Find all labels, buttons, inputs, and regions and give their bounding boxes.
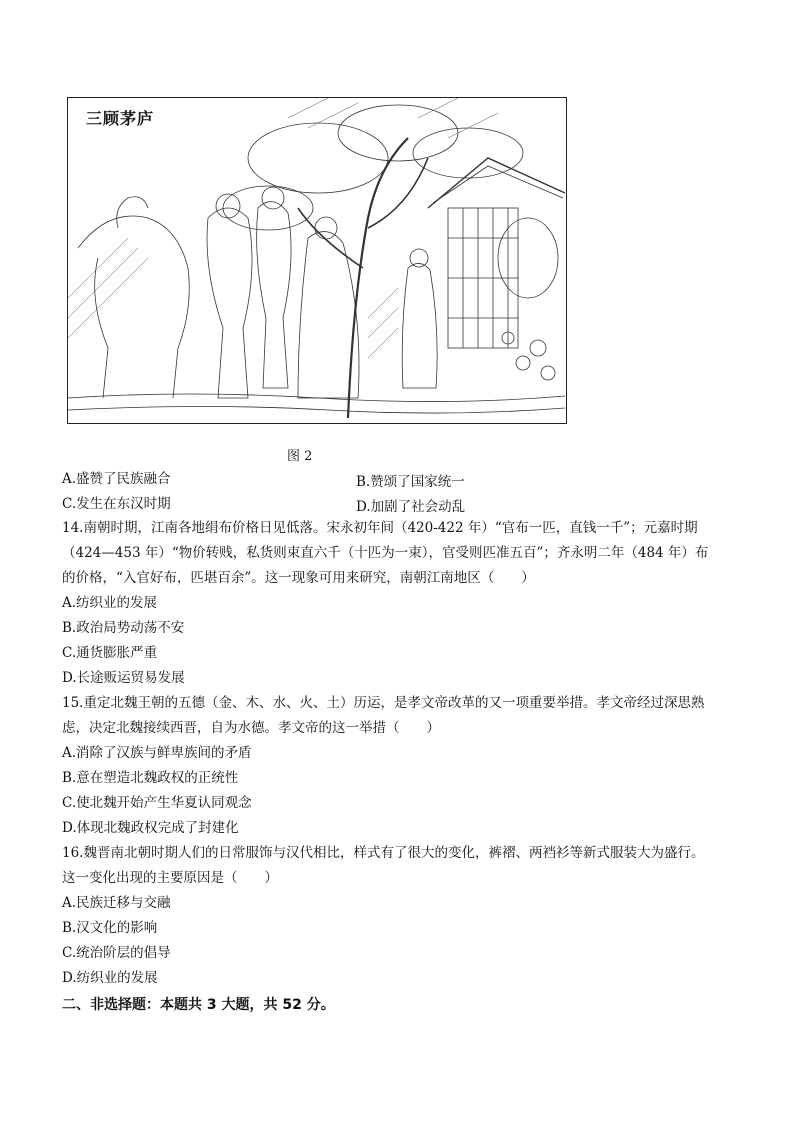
q14-option-b: B.政治局势动荡不安: [62, 620, 185, 636]
q14-option-d: D.长途贩运贸易发展: [62, 670, 185, 686]
q13-option-b: B.赞颂了国家统一: [356, 474, 465, 490]
q16-option-c: C.统治阶层的倡导: [62, 945, 171, 961]
q15-stem-line-2: 虑，决定北魏接续西晋，自为水德。孝文帝的这一举措（ ）: [62, 720, 440, 736]
q14-stem-line-3: 的价格，“入官好布，匹堪百余”。这一现象可用来研究，南朝江南地区（ ）: [62, 570, 535, 586]
q15-option-a: A.消除了汉族与鲜卑族间的矛盾: [62, 745, 252, 761]
q13-option-a: A.盛赞了民族融合: [62, 471, 171, 487]
q16-option-b: B.汉文化的影响: [62, 920, 158, 936]
illustration-drawing: [68, 98, 565, 422]
q15-option-b: B.意在塑造北魏政权的正统性: [62, 770, 239, 786]
q15-option-c: C.使北魏开始产生华夏认同观念: [62, 795, 252, 811]
q15-stem-line-1: 15.重定北魏王朝的五德（金、木、水、火、土）历运，是孝文帝改革的又一项重要举措。孝文帝经过深思熟: [62, 695, 705, 711]
q16-option-a: A.民族迁移与交融: [62, 895, 171, 911]
q14-stem-line-2: （424—453 年）“物价转贱，私货则束直六千（十匹为一束），官受则匹准五百”；齐永明二年（484 年）布: [62, 545, 709, 561]
illustration-figure: [67, 97, 567, 424]
q14-option-c: C.通货膨胀严重: [62, 645, 158, 661]
q16-stem-line-2: 这一变化出现的主要原因是（ ）: [62, 870, 278, 886]
figure-title: 三顾茅庐: [84, 106, 156, 129]
q15-option-d: D.体现北魏政权完成了封建化: [62, 820, 239, 836]
q14-stem-line-1: 14.南朝时期，江南各地绢布价格日见低落。宋永初年间（420-422 年）“官布一匹，直钱一千”；元嘉时期: [62, 520, 698, 536]
q13-option-d: D.加剧了社会动乱: [356, 499, 466, 515]
figure-caption: 图 2: [287, 449, 313, 464]
q16-option-d: D.纺织业的发展: [62, 970, 158, 986]
q14-option-a: A.纺织业的发展: [62, 595, 158, 611]
section-heading: 二、非选择题：本题共 3 大题，共 52 分。: [62, 997, 335, 1013]
q13-option-c: C.发生在东汉时期: [62, 496, 171, 512]
q16-stem-line-1: 16.魏晋南北朝时期人们的日常服饰与汉代相比，样式有了很大的变化，裤褶、两裆衫等新式服装大为盛行。: [62, 845, 705, 861]
